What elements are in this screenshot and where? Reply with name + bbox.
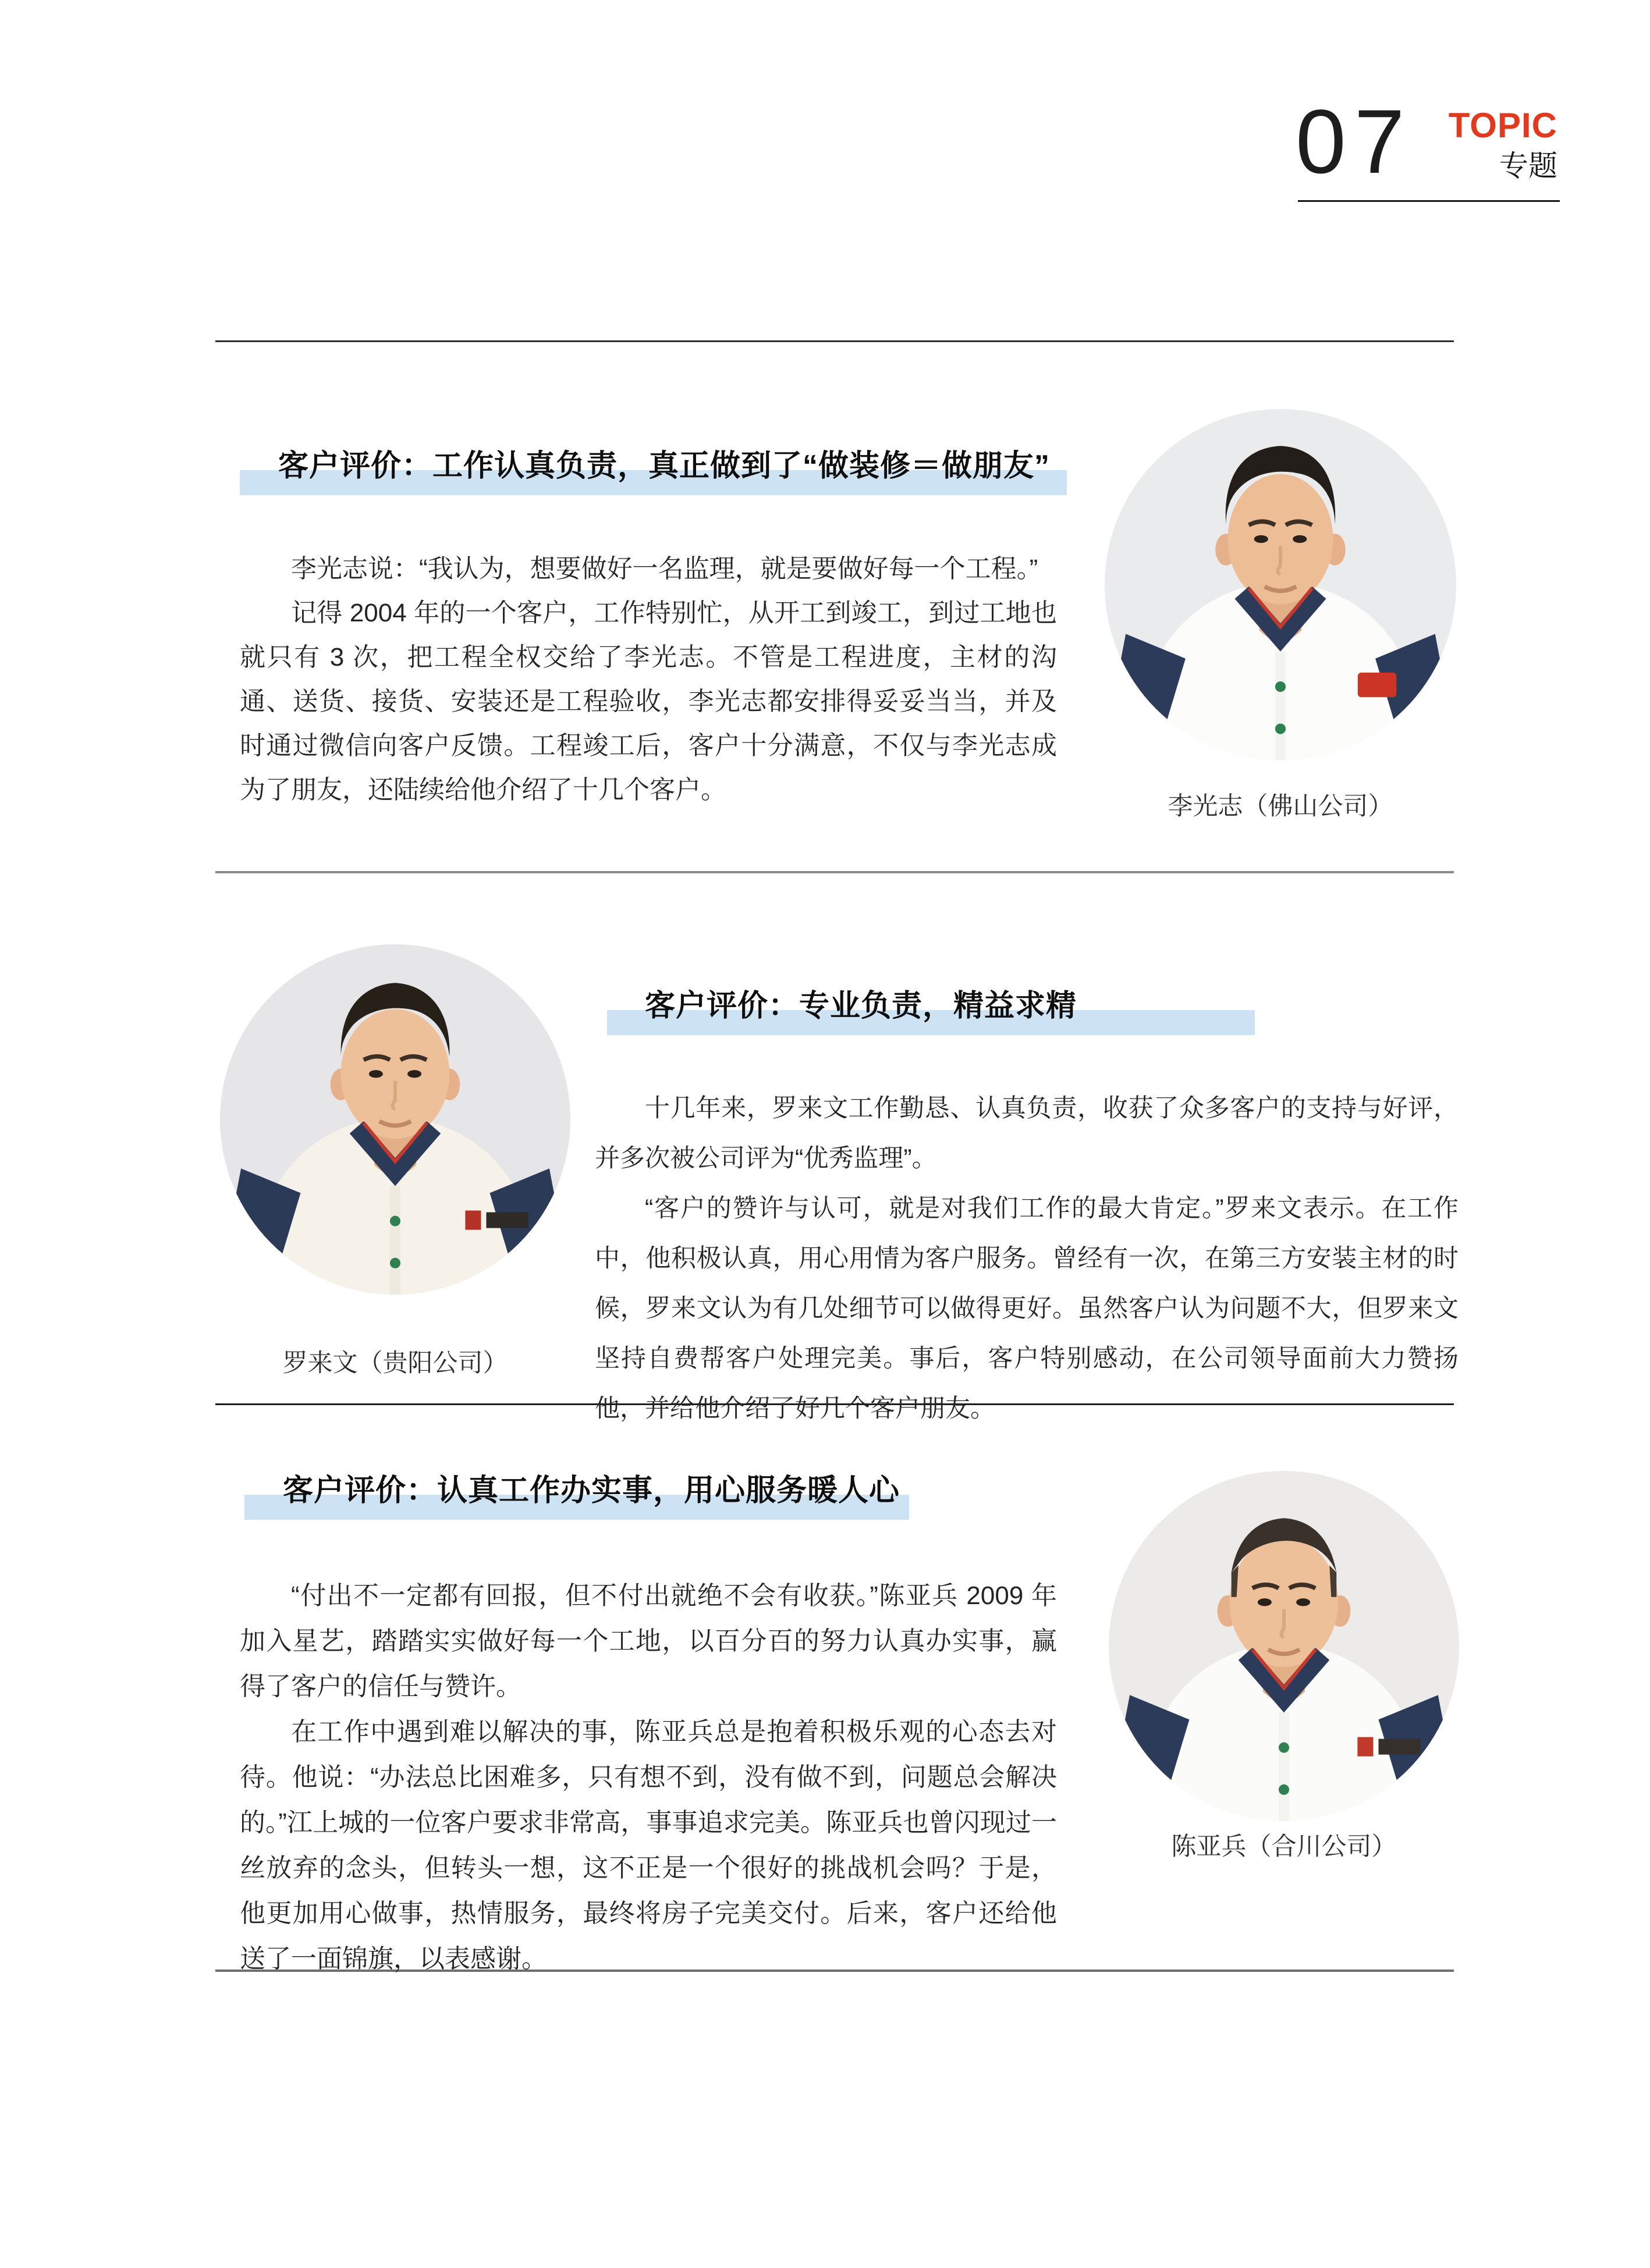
body-paragraph: “客户的赞许与认可，就是对我们工作的最大肯定。”罗来文表示。在工作中，他积极认真，用心用情为客户服务。曾经有一次，在第三方安装主材的时候，罗来文认为有几处细节可以做得更好。虽然客户认为问题不大，但罗来文坚持自费帮客户处理完美。事后，客户特别感动，在公司领导面前大力赞扬他，并给他介绍了好几个客户朋友。 (595, 1195, 1459, 1423)
topic-subtitle: 专题 (1499, 150, 1557, 182)
portrait-avatar-illustration (220, 944, 570, 1295)
section-title: 客户评价：工作认真负责，真正做到了“做装修＝做朋友” (278, 449, 1051, 483)
body-paragraph: “付出不一定都有回报，但不付出就绝不会有收获。”陈亚兵 2009 年加入星艺，踏踏实实做好每一个工地，以百分百的努力认真办实事，赢得了客户的信任与赞许。 (240, 1581, 1057, 1701)
profile-photo (220, 944, 570, 1295)
profile-photo (1105, 409, 1456, 760)
body-paragraph: 十几年来，罗来文工作勤恳、认真负责，收获了众多客户的支持与好评，并多次被公司评为“优秀监理”。 (595, 1094, 1459, 1172)
photo-caption: 罗来文（贵阳公司） (282, 1349, 508, 1377)
section-body (240, 547, 1057, 812)
body-paragraph: 在工作中遇到难以解决的事，陈亚兵总是抱着积极乐观的心态去对待。他说：“办法总比困难多，只有想不到，没有做不到，问题总会解决的。”江上城的一位客户要求非常高，事事追求完美。陈亚兵也曾闪现过一丝放弃的念头，但转头一想，这不正是一个很好的挑战机会吗？于是，他更加用心做事，热情服务，最终将房子完美交付。后来，客户还给他送了一面锦旗，以表感谢。 (240, 1718, 1057, 1973)
portrait-avatar-illustration (1105, 409, 1456, 760)
header-rule (1298, 200, 1560, 202)
photo-caption: 李光志（佛山公司） (1168, 792, 1393, 820)
section-title: 客户评价：认真工作办实事，用心服务暖人心 (283, 1474, 900, 1508)
page-number: 07 (1296, 91, 1413, 193)
section-divider-top (215, 340, 1454, 342)
portrait-avatar-illustration (1109, 1471, 1459, 1821)
body-paragraph: 李光志说：“我认为，想要做好一名监理，就是要做好每一个工程。” (291, 554, 1038, 583)
section-body (240, 1573, 1057, 1982)
body-paragraph: 记得 2004 年的一个客户，工作特别忙，从开工到竣工，到过工地也就只有 3 次，把工程全权交给了李光志。不管是工程进度，主材的沟通、送货、接货、安装还是工程验收，李光志都安排得妥妥当当，并及时通过微信向客户反馈。工程竣工后，客户十分满意，不仅与李光志成为了朋友，还陆续给他介绍了十几个客户。 (240, 599, 1057, 804)
section-body (595, 1083, 1459, 1434)
section-title: 客户评价：专业负责，精益求精 (645, 989, 1077, 1023)
profile-photo (1109, 1471, 1459, 1821)
topic-block (1449, 108, 1557, 180)
topic-label: TOPIC (1448, 106, 1557, 145)
section-divider-1 (215, 871, 1454, 873)
photo-caption: 陈亚兵（合川公司） (1171, 1833, 1397, 1861)
